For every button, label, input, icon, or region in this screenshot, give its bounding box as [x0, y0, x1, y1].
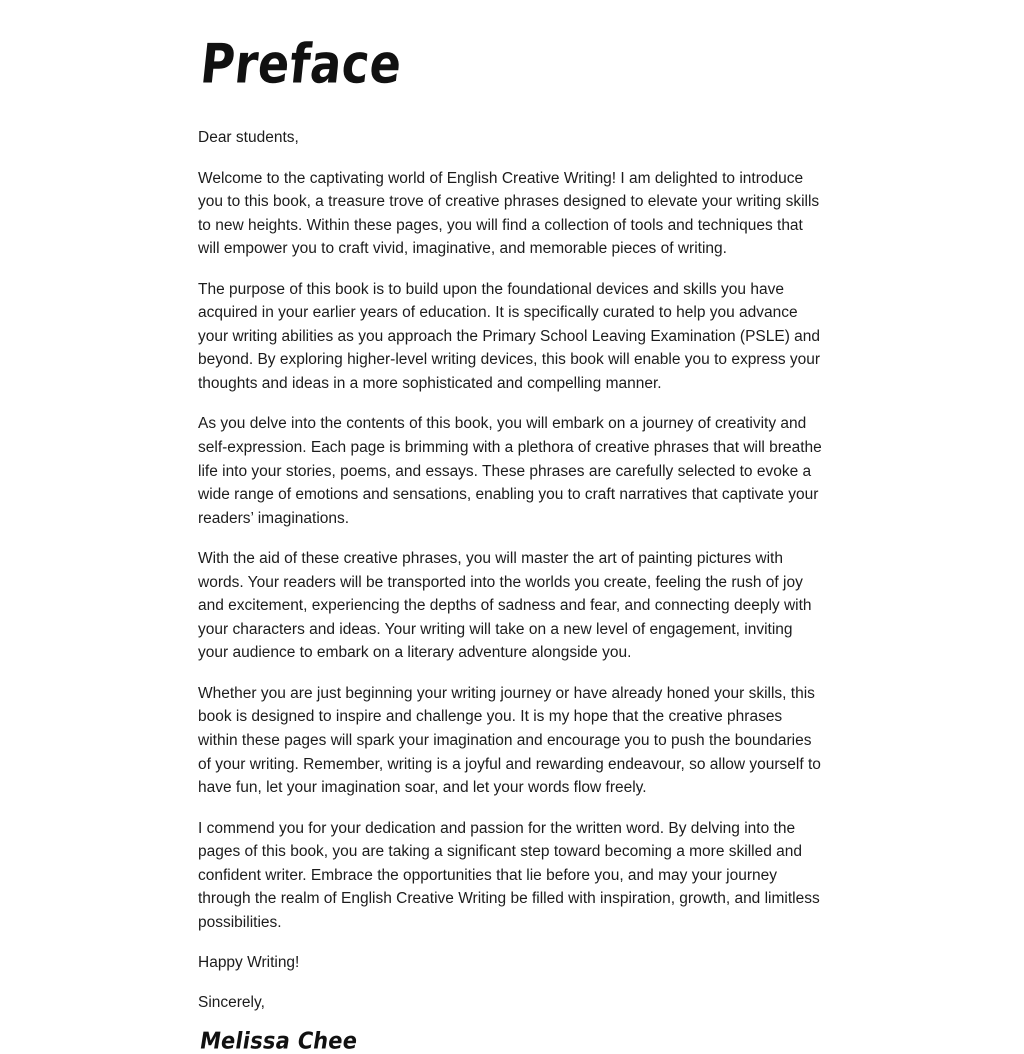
body-paragraph: As you delve into the contents of this book, you will embark on a journey of creativity and self-expression. Each page is brimming with a plethora of creative phrases that will breathe life into your stories, poems, and essays. These phrases are carefully selected to evoke a wide range of emotions and sensations, enabling you to craft narratives that captivate your readers’ imaginations. — [198, 415, 822, 527]
body-paragraph: The purpose of this book is to build upon the foundational devices and skills you have acquired in your earlier years of education. It is specifically curated to help you advance your writing abilities as you approach the Primary School Leaving Examination (PSLE) and beyond. By exploring higher-level writing devices, this book will enable you to express your thoughts and ideas in a more sophisticated and compelling manner. — [198, 280, 821, 392]
signoff-line: Sincerely, — [198, 993, 265, 1011]
body-paragraph: I commend you for your dedication and passion for the written word. By delving into the pages of this book, you are taking a significant step toward becoming a more skilled and confident writer. Embrace the opportunities that lie before you, and may your journey through the realm of English Creative Writing be filled with inspiration, growth, and limitless possibilities. — [198, 819, 820, 931]
page-title: Preface — [197, 31, 405, 96]
salutation: Dear students, — [198, 129, 299, 147]
body-paragraph: Whether you are just beginning your writing journey or have already honed your skills, this book is designed to inspire and challenge you. It is my hope that the creative phrases within these pages will spark your imagination and encourage you to push the boundaries of your writing. Remember, writing is a joyful and rewarding endeavour, so allow yourself to have fun, let your imagination soar, and let your words flow freely. — [198, 684, 821, 797]
body-paragraph: Welcome to the captivating world of English Creative Writing! I am delighted to introduce you to this book, a treasure trove of creative phrases designed to elevate your writing skills to new heights. Within these pages, you will find a collection of tools and techniques that will empower you to craft vivid, imaginative, and memorable pieces of writing. — [198, 169, 820, 258]
body-paragraph: With the aid of these creative phrases, you will master the art of painting pictures with words. Your readers will be transported into the worlds you create, feeling the rush of joy and excitement, experiencing the depths of sadness and fear, and connecting deeply with your characters and ideas. Your writing will take on a new level of engagement, inviting your audience to embark on a literary adventure alongside you. — [198, 550, 812, 662]
closing-line: Happy Writing! — [198, 954, 300, 972]
signature: Melissa Chee — [198, 1027, 360, 1054]
